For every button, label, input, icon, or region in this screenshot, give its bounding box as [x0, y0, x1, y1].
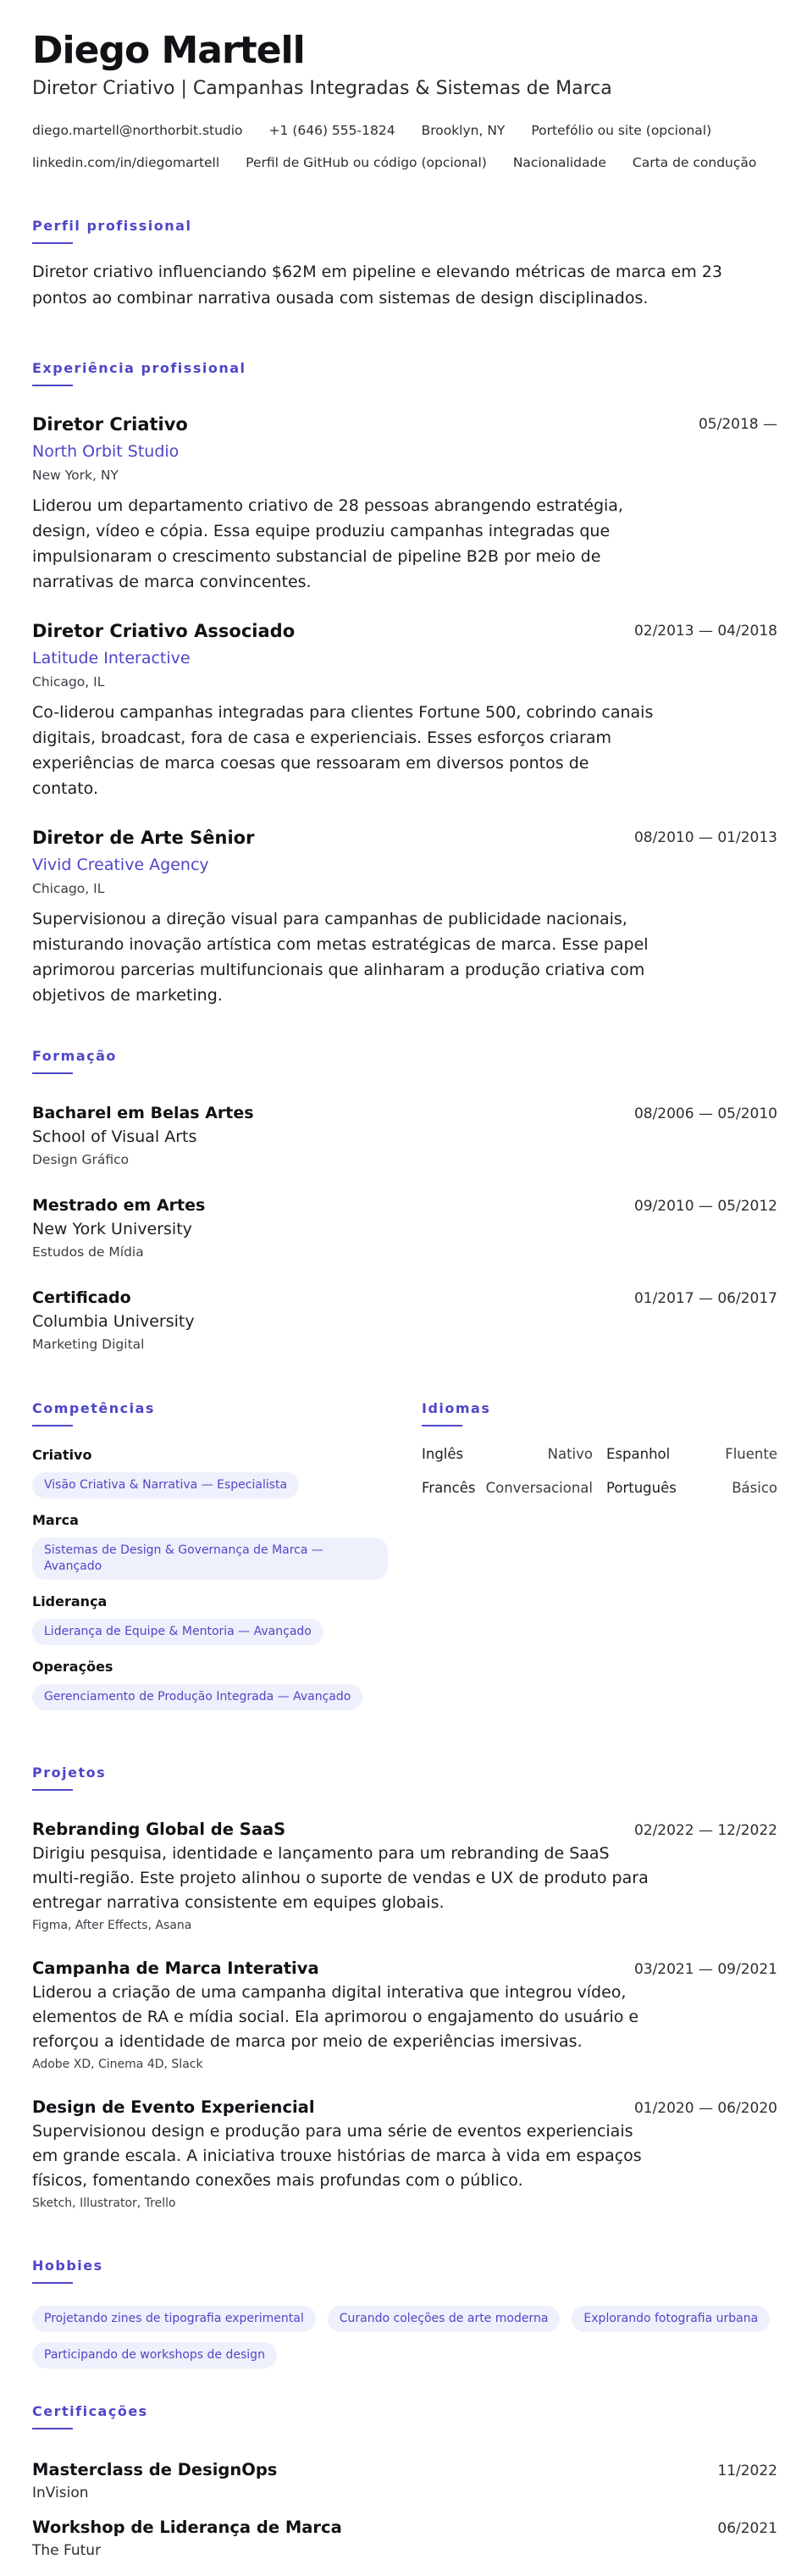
certification-item	[32, 2516, 777, 2562]
section-divider	[32, 385, 73, 386]
experience-item	[32, 618, 777, 801]
language-item	[422, 1443, 593, 1465]
job-title: Diretor de Arte Sênior	[32, 828, 255, 848]
language-level: Básico	[732, 1480, 777, 1496]
skill-category: Criativo	[32, 1447, 92, 1463]
skill-group	[32, 1510, 388, 1580]
education-field: Design Gráfico	[32, 1152, 130, 1167]
experience-item	[32, 825, 777, 1008]
summary-text: Diretor criativo influenciando $62M em pipeline e elevando métricas de marca em 23 pontos ao combinar narrativa ousada com sistemas de design disciplinados.	[32, 263, 722, 307]
contact-location: Brooklyn, NY	[421, 123, 506, 138]
education-school: School of Visual Arts	[32, 1127, 197, 1146]
language-name: Português	[606, 1480, 677, 1496]
education-degree: Bacharel em Belas Artes	[32, 1104, 254, 1122]
education-dates: 01/2017 — 06/2017	[633, 1290, 777, 1307]
education-degree: Certificado	[32, 1288, 131, 1307]
language-item	[422, 1477, 593, 1499]
education-dates: 09/2010 — 05/2012	[633, 1198, 777, 1215]
education-item	[32, 1286, 777, 1355]
education-item	[32, 1101, 777, 1171]
certification-issuer: The Futur	[32, 2542, 102, 2559]
project-tools: Figma, After Effects, Asana	[32, 1919, 192, 1932]
job-company: Latitude Interactive	[32, 649, 191, 668]
section-divider	[422, 1425, 462, 1426]
contact-email[interactable]: diego.martell@northorbit.studio	[32, 123, 243, 138]
education-school: New York University	[32, 1220, 192, 1238]
experience-item	[32, 412, 777, 595]
section-divider	[32, 2282, 73, 2284]
section-divider	[32, 2428, 73, 2429]
section-title-projects: Projetos	[32, 1764, 107, 1781]
job-company: Vivid Creative Agency	[32, 856, 209, 874]
education-field: Estudos de Mídia	[32, 1244, 144, 1260]
languages-list	[422, 1443, 777, 1499]
skill-group	[32, 1445, 388, 1499]
language-level: Fluente	[725, 1446, 777, 1462]
contact-list	[32, 119, 777, 175]
project-item	[32, 2096, 777, 2213]
contact-phone[interactable]: +1 (646) 555-1824	[268, 123, 395, 138]
section-title-skills: Competências	[32, 1400, 155, 1416]
certification-date: 11/2022	[717, 2462, 777, 2479]
skill-group	[32, 1657, 388, 1710]
skill-chip: Sistemas de Design & Governança de Marca — Avançado	[32, 1537, 388, 1580]
section-divider	[32, 1789, 73, 1791]
project-tools: Adobe XD, Cinema 4D, Slack	[32, 2058, 203, 2071]
section-title-experience: Experiência profissional	[32, 360, 246, 376]
language-level: Nativo	[547, 1446, 593, 1462]
language-name: Francês	[422, 1480, 476, 1496]
section-title-languages: Idiomas	[422, 1400, 491, 1416]
certification-issuer: InVision	[32, 2485, 89, 2501]
project-description: Liderou a criação de uma campanha digital interativa que integrou vídeo, elementos de RA e mídia social. Ela aprimorou o engajamento do usuário e reforçou a identidade de marca por meio de experiências imersivas.	[32, 1983, 639, 2051]
certification-date: 06/2021	[717, 2520, 777, 2537]
job-title: Diretor Criativo Associado	[32, 621, 296, 641]
project-description: Dirigiu pesquisa, identidade e lançamento para um rebranding de SaaS multi-região. Este projeto alinhou o suporte de vendas e UX de produto para entregar narrativa consistente em equipes globais.	[32, 1844, 649, 1912]
contact-nationality: Nacionalidade	[512, 155, 606, 170]
job-company: North Orbit Studio	[32, 442, 180, 461]
hobby-chip: Explorando fotografia urbana	[572, 2306, 770, 2332]
project-item	[32, 1957, 777, 2075]
contact-github[interactable]: Perfil de GitHub ou código (opcional)	[246, 155, 487, 170]
certification-name: Workshop de Liderança de Marca	[32, 2518, 342, 2537]
contact-linkedin[interactable]: linkedin.com/in/diegomartell	[32, 155, 220, 170]
hobbies-list	[32, 2306, 777, 2368]
project-description: Supervisionou design e produção para uma série de eventos experienciais em grande escala. A iniciativa trouxe histórias de marca à vida em espaços físicos, fomentando conexões mais profundas com o público.	[32, 2122, 642, 2190]
skill-chip: Gerenciamento de Produção Integrada — Avançado	[32, 1684, 362, 1710]
language-name: Espanhol	[606, 1446, 671, 1462]
skills-list	[32, 1445, 388, 1722]
section-title-certifications: Certificações	[32, 2403, 148, 2419]
language-name: Inglês	[422, 1446, 464, 1462]
job-dates: 08/2010 — 01/2013	[633, 829, 777, 846]
job-description: Co-liderou campanhas integradas para clientes Fortune 500, cobrindo canais digitais, broadcast, fora de casa e experienciais. Esses esforços criaram experiências de marca coesas que ressoaram em diversos pontos de contato.	[32, 703, 654, 798]
section-divider	[32, 1072, 73, 1074]
candidate-name: Diego Martell	[32, 29, 305, 72]
contact-driving-license: Carta de condução	[632, 155, 757, 170]
education-field: Marketing Digital	[32, 1337, 145, 1352]
headline: Diretor Criativo | Campanhas Integradas & Sistemas de Marca	[32, 78, 612, 99]
project-title: Campanha de Marca Interativa	[32, 1958, 319, 1978]
contact-portfolio[interactable]: Portefólio ou site (opcional)	[531, 123, 712, 138]
education-item	[32, 1194, 777, 1263]
hobby-chip: Projetando zines de tipografia experimental	[32, 2306, 316, 2332]
language-item	[606, 1477, 777, 1499]
skill-category: Marca	[32, 1512, 79, 1528]
section-divider	[32, 242, 73, 244]
education-school: Columbia University	[32, 1312, 195, 1331]
certification-item	[32, 2458, 777, 2504]
section-title-summary: Perfil profissional	[32, 218, 192, 234]
education-degree: Mestrado em Artes	[32, 1196, 206, 1215]
education-dates: 08/2006 — 05/2010	[633, 1105, 777, 1122]
job-description: Liderou um departamento criativo de 28 pessoas abrangendo estratégia, design, vídeo e cópia. Essa equipe produziu campanhas integradas que impulsionaram o crescimento substancial de pipeline B2B por meio de narrativas de marca convincentes.	[32, 496, 623, 591]
project-item	[32, 1818, 777, 1936]
job-dates: 02/2013 — 04/2018	[633, 623, 777, 640]
job-location: New York, NY	[32, 468, 119, 483]
project-dates: 02/2022 — 12/2022	[633, 1822, 777, 1839]
job-title: Diretor Criativo	[32, 414, 188, 435]
skill-category: Liderança	[32, 1593, 108, 1609]
skill-category: Operações	[32, 1659, 113, 1675]
job-location: Chicago, IL	[32, 674, 105, 690]
project-dates: 01/2020 — 06/2020	[633, 2100, 777, 2117]
project-dates: 03/2021 — 09/2021	[633, 1961, 777, 1978]
section-title-education: Formação	[32, 1048, 117, 1064]
hobby-chip: Curando coleções de arte moderna	[328, 2306, 561, 2332]
project-title: Design de Evento Experiencial	[32, 2097, 315, 2117]
certification-name: Masterclass de DesignOps	[32, 2460, 278, 2479]
language-item	[606, 1443, 777, 1465]
project-title: Rebranding Global de SaaS	[32, 1820, 286, 1839]
skill-chip: Liderança de Equipe & Mentoria — Avançado	[32, 1619, 323, 1645]
language-level: Conversacional	[485, 1480, 593, 1496]
job-dates: 05/2018 —	[698, 416, 777, 433]
skill-group	[32, 1592, 388, 1645]
project-tools: Sketch, Illustrator, Trello	[32, 2197, 176, 2210]
job-location: Chicago, IL	[32, 881, 105, 896]
hobby-chip: Participando de workshops de design	[32, 2342, 277, 2368]
section-divider	[32, 1425, 73, 1426]
job-description: Supervisionou a direção visual para campanhas de publicidade nacionais, misturando inovação artística com metas estratégicas de marca. Esse papel aprimorou parcerias multifuncionais que alinharam a produção criativa com objetivos de marketing.	[32, 910, 649, 1005]
section-title-hobbies: Hobbies	[32, 2257, 103, 2274]
skill-chip: Visão Criativa & Narrativa — Especialista	[32, 1472, 299, 1499]
